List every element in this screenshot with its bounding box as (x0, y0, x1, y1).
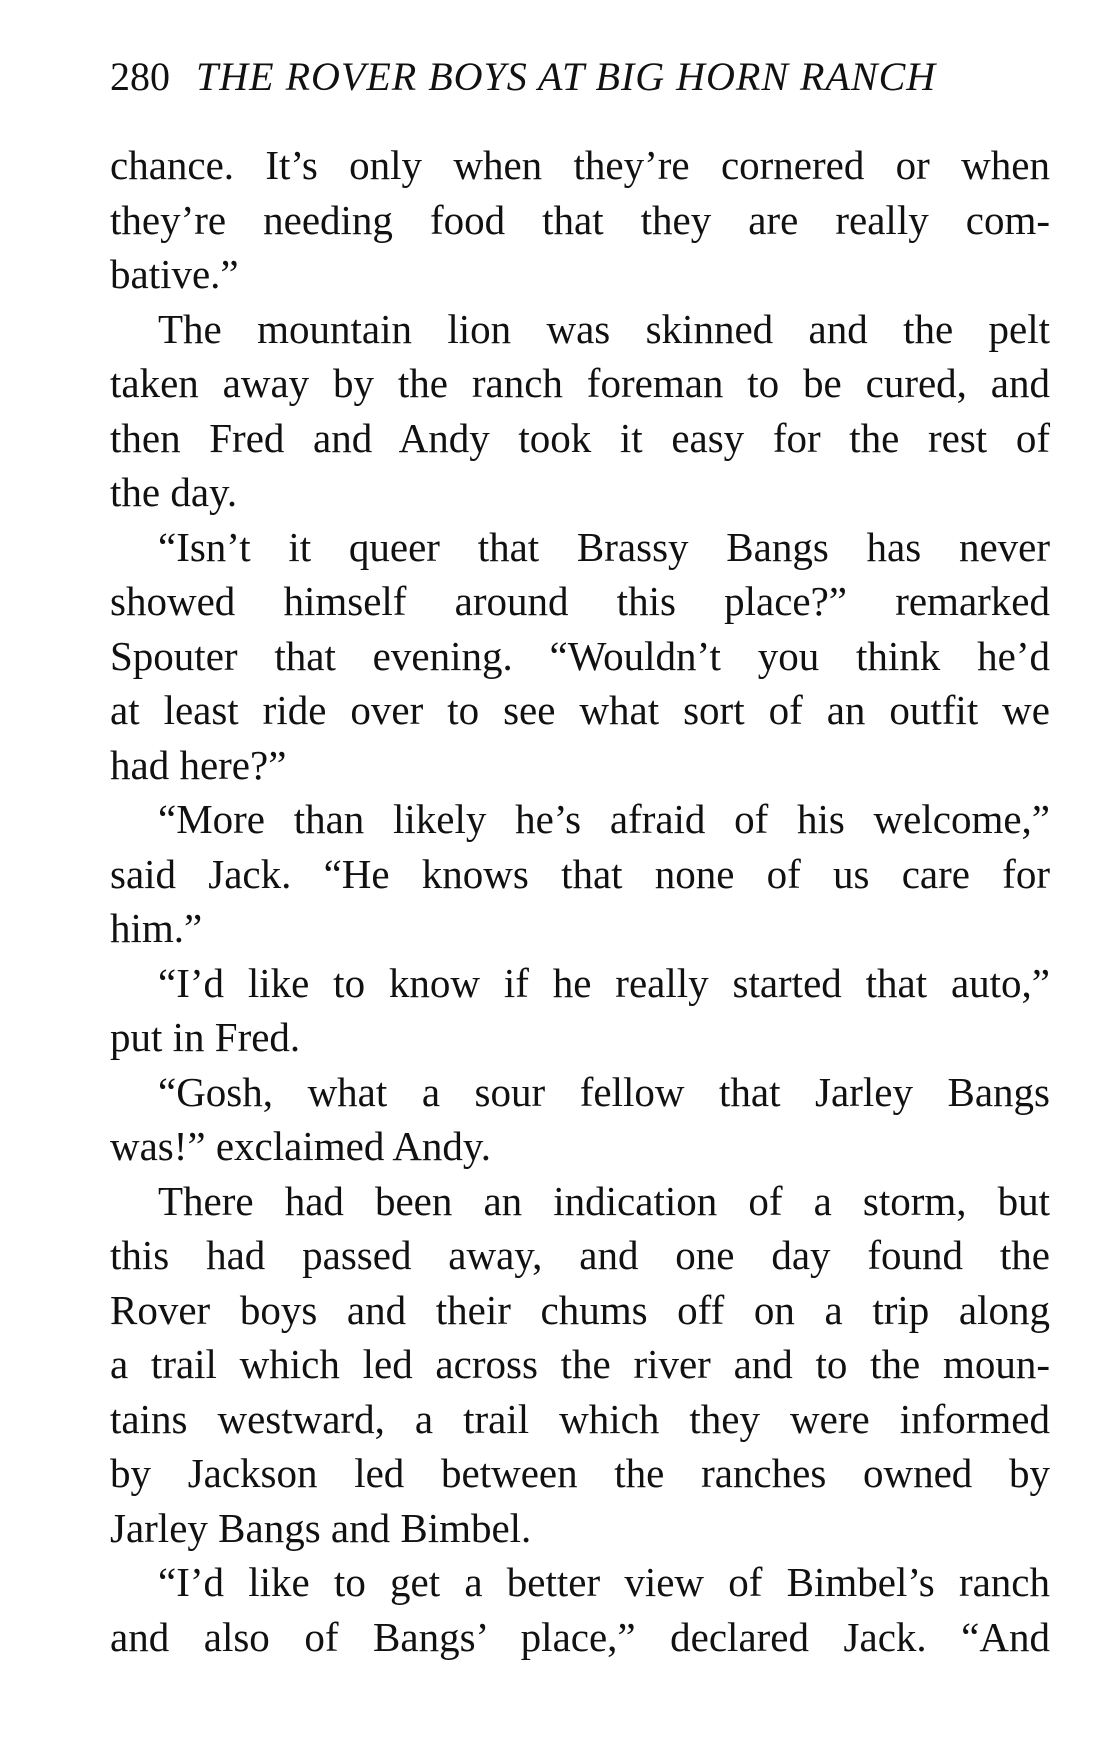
text-line: Spouter that evening. “Wouldn’t you think he’d (110, 632, 1050, 679)
text-line: was!” exclaimed Andy. (110, 1123, 492, 1169)
page-number: 280 (110, 54, 170, 99)
text-line: Jarley Bangs and Bimbel. (110, 1504, 532, 1551)
text-line: showed himself around this place?” remarked (110, 578, 1050, 624)
text-line: chance. It’s only when they’re cornered or when (110, 142, 1050, 188)
text-line: The mountain lion was skinned and the pelt (158, 305, 1050, 352)
text-line: taken away by the ranch foreman to be cured, and (110, 360, 1050, 406)
text-line: at least ride over to see what sort of an outfit we (110, 687, 1050, 733)
text-line: him.” (110, 905, 203, 951)
text-line: then Fred and Andy took it easy for the rest of (110, 414, 1050, 461)
text-line: “I’d like to know if he really started that auto,” (158, 959, 1050, 1006)
body-text (110, 138, 1050, 1664)
text-line: bative.” (110, 251, 239, 297)
text-line: a trail which led across the river and to the moun- (110, 1341, 1050, 1387)
text-line: “I’d like to get a better view of Bimbel’s ranch (158, 1559, 1050, 1605)
text-line: There had been an indication of a storm, but (158, 1177, 1050, 1224)
text-line: “More than likely he’s afraid of his welcome,” (158, 796, 1050, 842)
text-line: had here?” (110, 741, 287, 788)
book-title: THE ROVER BOYS AT BIG HORN RANCH (196, 54, 937, 99)
text-line: the day. (110, 469, 238, 515)
text-line: they’re needing food that they are really com- (110, 196, 1050, 243)
running-head (110, 52, 1010, 102)
text-line: and also of Bangs’ place,” declared Jack. “And (110, 1613, 1050, 1660)
text-line: Rover boys and their chums off on a trip along (110, 1286, 1050, 1333)
text-line: said Jack. “He knows that none of us care for (110, 850, 1050, 897)
text-line: “Gosh, what a sour fellow that Jarley Bangs (158, 1068, 1050, 1115)
text-line: this had passed away, and one day found the (110, 1232, 1050, 1278)
text-line: put in Fred. (110, 1014, 301, 1060)
text-line: by Jackson led between the ranches owned by (110, 1450, 1050, 1496)
text-line: “Isn’t it queer that Brassy Bangs has never (158, 523, 1050, 570)
text-line: tains westward, a trail which they were informed (110, 1395, 1050, 1442)
